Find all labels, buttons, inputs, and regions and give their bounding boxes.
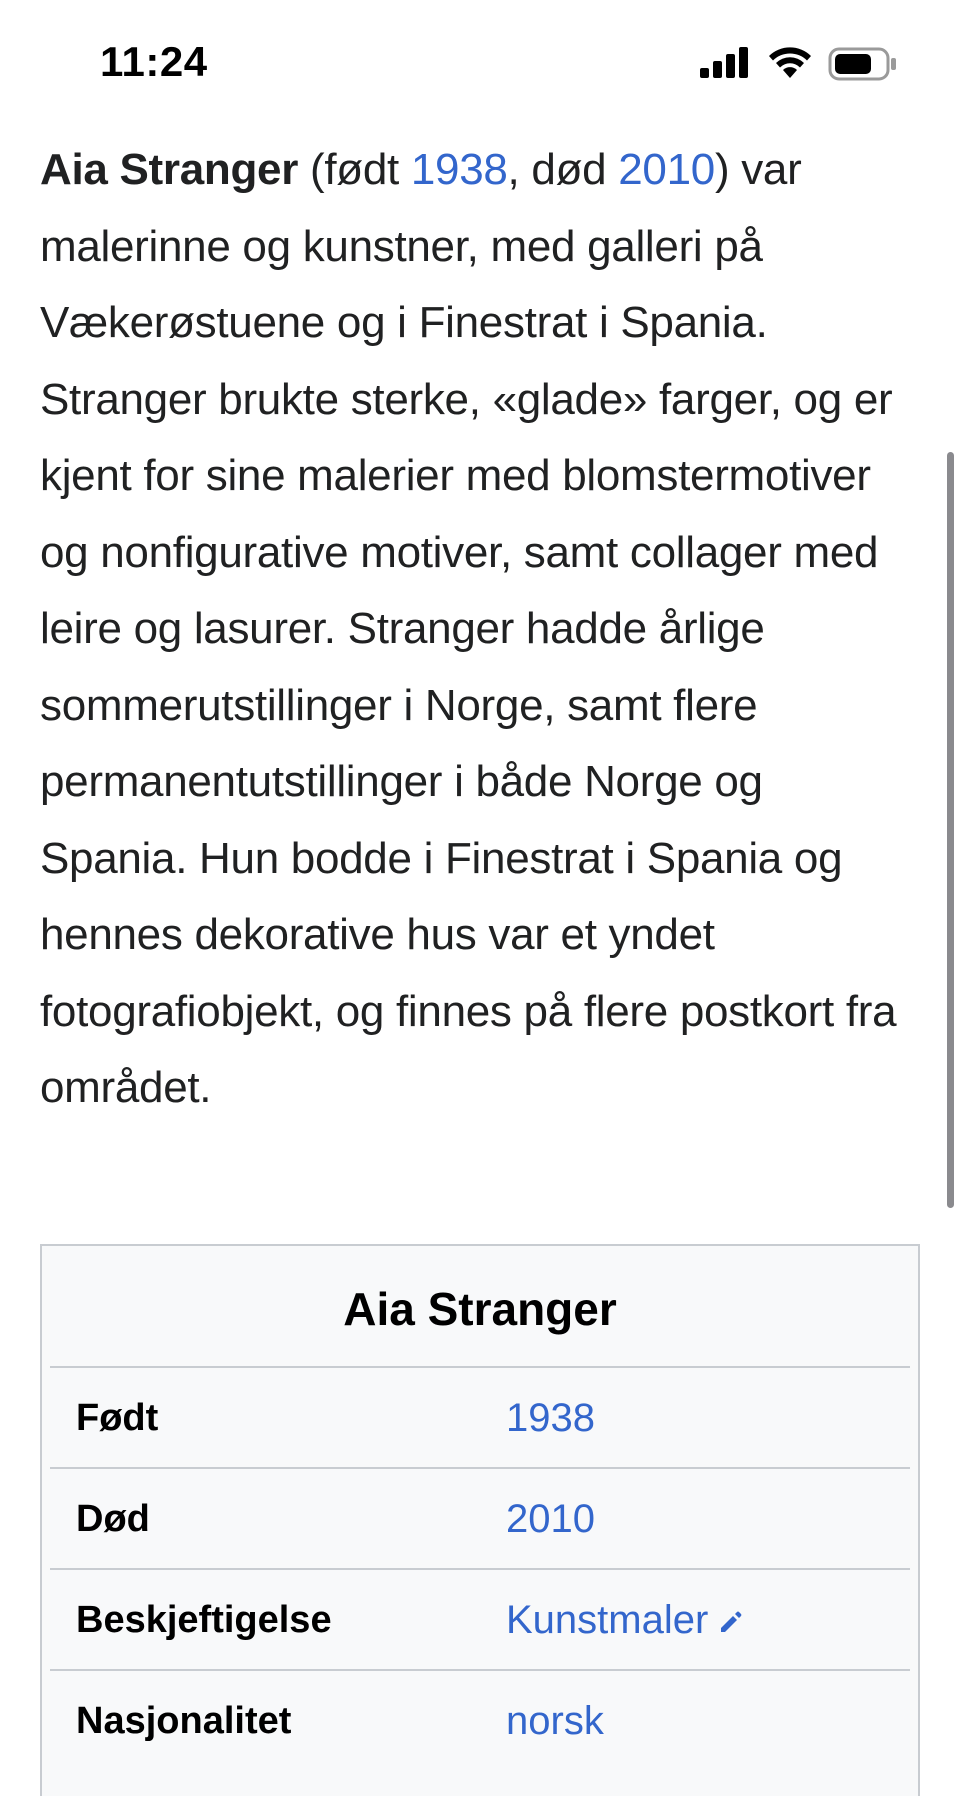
- died-prefix: , død: [507, 145, 619, 194]
- infobox-label-born: Født: [76, 1397, 159, 1439]
- infobox-label-occupation: Beskjeftigelse: [76, 1599, 332, 1641]
- infobox-label-nationality: Nasjonalitet: [76, 1700, 292, 1742]
- infobox-row-nationality: [50, 1669, 910, 1771]
- pencil-icon[interactable]: [718, 1609, 744, 1635]
- lead-text: ) var malerinne og kunstner, med galleri på Vækerøstuene og i Finestrat i Spania. Stranger brukte sterke, «glade» farger, og er kjent for sine malerier med blomstermotiver og nonfigurative motiver, samt collager med leire og lasurer. Stranger hadde årlige sommerutstillinger i Norge, samt flere permanentutstillinger i både Norge og Spania. Hun bodde i Finestrat i Spania og hennes dekorative hus var et yndet fotografiobjekt, og finnes på flere postkort fra området.: [40, 145, 897, 1112]
- infobox-row-born: [50, 1366, 910, 1468]
- infobox-value-occupation-link[interactable]: Kunstmaler: [506, 1598, 709, 1642]
- died-year-link[interactable]: 2010: [618, 145, 715, 194]
- article-subject: Aia Stranger: [40, 145, 299, 194]
- battery-icon: [828, 46, 898, 82]
- infobox: [40, 1244, 920, 1796]
- infobox-row-died: [50, 1467, 910, 1569]
- infobox-value-died-link[interactable]: 2010: [506, 1497, 595, 1541]
- status-bar: [0, 0, 960, 130]
- scrollbar-thumb[interactable]: [947, 452, 954, 1208]
- infobox-value-nationality-link[interactable]: norsk: [506, 1699, 604, 1743]
- signal-icon: [700, 46, 752, 82]
- infobox-value-born-link[interactable]: 1938: [506, 1396, 595, 1440]
- status-time: 11:24: [100, 38, 208, 85]
- article-lead-paragraph: [40, 132, 920, 1127]
- born-prefix: (født: [298, 145, 411, 194]
- infobox-value-occupation: [506, 1570, 744, 1670]
- born-year-link[interactable]: 1938: [410, 145, 508, 194]
- infobox-title: Aia Stranger: [343, 1283, 617, 1335]
- wifi-icon: [768, 46, 812, 80]
- infobox-row-occupation: [50, 1568, 910, 1670]
- infobox-label-died: Død: [76, 1498, 150, 1540]
